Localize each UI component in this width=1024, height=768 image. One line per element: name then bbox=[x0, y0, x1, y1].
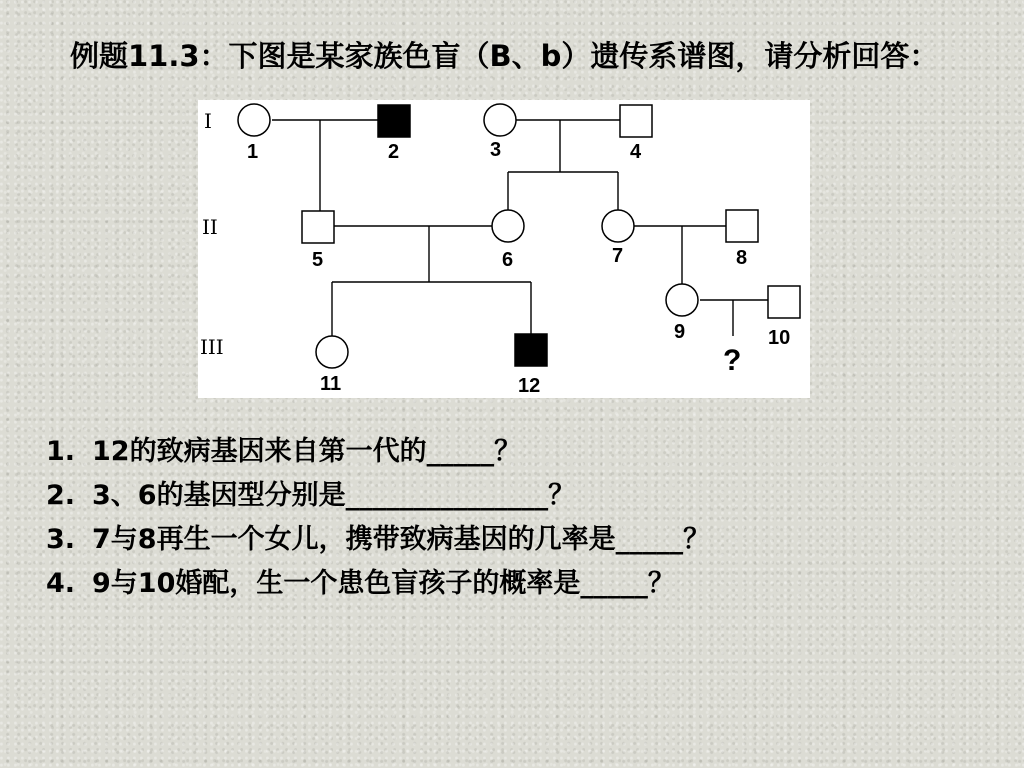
generation-label-II: II bbox=[202, 215, 218, 239]
individual-8-unaffected-male bbox=[726, 210, 758, 242]
question-text: 3、6的基因型分别是_______________？ bbox=[92, 480, 576, 511]
question-list bbox=[46, 430, 710, 606]
label-individual-12: 12 bbox=[518, 375, 541, 397]
label-individual-7: 7 bbox=[612, 245, 624, 267]
label-individual-10: 10 bbox=[768, 327, 791, 349]
label-individual-1: 1 bbox=[247, 141, 259, 163]
generation-label-I: I bbox=[204, 109, 212, 133]
unknown-offspring-mark: ? bbox=[723, 344, 742, 377]
question-text: 9与10婚配，生一个患色盲孩子的概率是_____？ bbox=[92, 568, 675, 599]
individual-6-unaffected-female bbox=[492, 210, 524, 242]
pedigree-svg bbox=[198, 100, 810, 398]
individual-7-unaffected-female bbox=[602, 210, 634, 242]
individual-4-unaffected-male bbox=[620, 105, 652, 137]
pedigree-chart bbox=[198, 100, 810, 398]
individual-5-unaffected-male bbox=[302, 211, 334, 243]
question-number: 2. bbox=[46, 480, 76, 511]
question-item bbox=[46, 474, 710, 518]
question-number: 4. bbox=[46, 568, 76, 599]
question-item bbox=[46, 518, 710, 562]
question-number: 3. bbox=[46, 524, 76, 555]
question-item bbox=[46, 430, 710, 474]
label-individual-11: 11 bbox=[320, 373, 342, 395]
individual-12-affected-male bbox=[515, 334, 547, 366]
individual-11-unaffected-female bbox=[316, 336, 348, 368]
label-individual-2: 2 bbox=[388, 141, 400, 163]
question-item bbox=[46, 562, 710, 606]
individual-3-unaffected-female bbox=[484, 104, 516, 136]
label-individual-3: 3 bbox=[490, 139, 502, 161]
label-individual-4: 4 bbox=[630, 141, 642, 163]
label-individual-8: 8 bbox=[736, 247, 748, 269]
question-text: 12的致病基因来自第一代的_____？ bbox=[92, 436, 522, 467]
individual-2-affected-male bbox=[378, 105, 410, 137]
label-individual-6: 6 bbox=[502, 249, 514, 271]
question-number: 1. bbox=[46, 436, 76, 467]
label-individual-5: 5 bbox=[312, 249, 324, 271]
individual-1-unaffected-female bbox=[238, 104, 270, 136]
problem-title: 例题11.3：下图是某家族色盲（B、b）遗传系谱图，请分析回答： bbox=[70, 39, 939, 73]
label-individual-9: 9 bbox=[674, 321, 686, 343]
generation-label-III: III bbox=[200, 335, 224, 359]
individual-9-unaffected-female bbox=[666, 284, 698, 316]
question-text: 7与8再生一个女儿，携带致病基因的几率是_____？ bbox=[92, 524, 711, 555]
individual-10-unaffected-male bbox=[768, 286, 800, 318]
